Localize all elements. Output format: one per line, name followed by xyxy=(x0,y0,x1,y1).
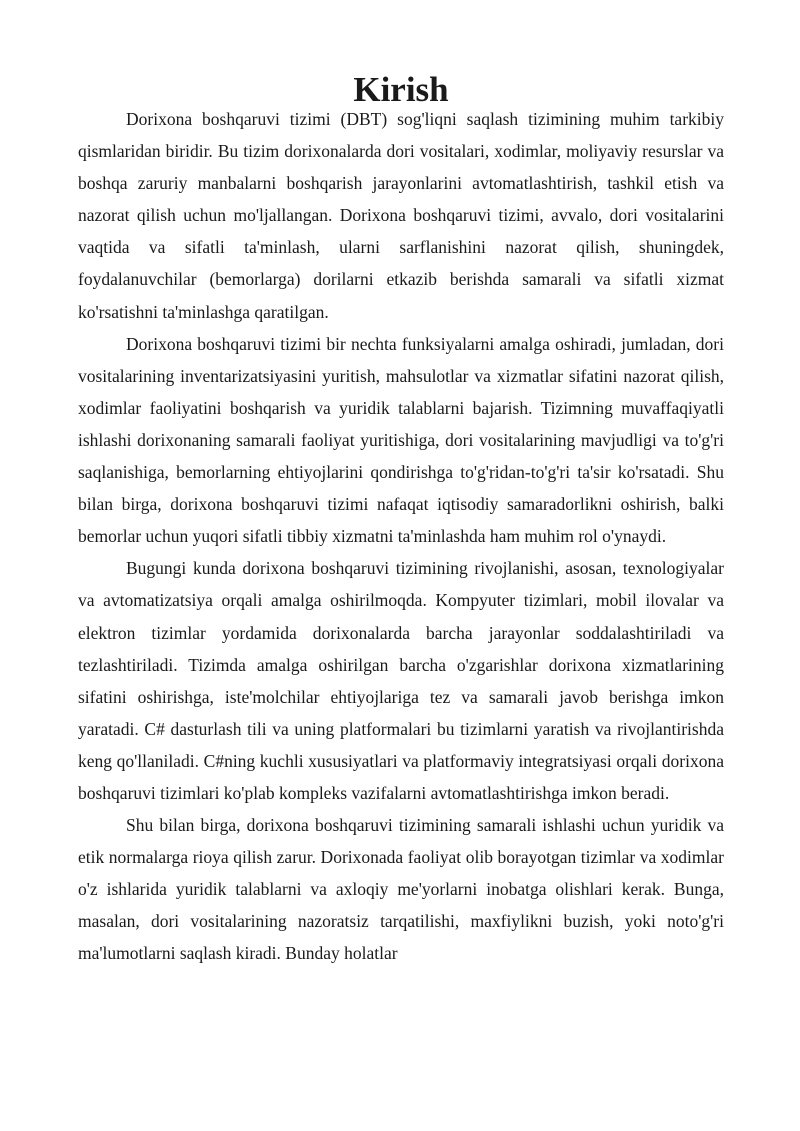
paragraph-1: Dorixona boshqaruvi tizimi (DBT) sog'liqni saqlash tizimining muhim tarkibiy qismlaridan biridir. Bu tizim dorixonalarda dori vositalari, xodimlar, moliyaviy resurslar va boshqa zaruriy manbalarni boshqarish jarayonlarini avtomatlashtirish, tashkil etish va nazorat qilish uchun mo'ljallangan. Dorixona boshqaruvi tizimi, avvalo, dori vositalarini vaqtida va sifatli ta'minlash, ularni sarflanishini nazorat qilish, shuningdek, foydalanuvchilar (bemorlarga) dorilarni etkazib berishda samarali va sifatli xizmat ko'rsatishni ta'minlashga qaratilgan. xyxy=(78,109,724,322)
paragraph-4: Shu bilan birga, dorixona boshqaruvi tizimining samarali ishlashi uchun yuridik va etik normalarga rioya qilish zarur. Dorixonada faoliyat olib borayotgan tizimlar va xodimlar o'z ishlarida yuridik talablarni va axloqiy me'yorlarni inobatga olishlari kerak. Bunga, masalan, dori vositalarining nazoratsiz tarqatilishi, maxfiylikni buzish, yoki noto'g'ri ma'lumotlarni saqlash kiradi. Bunday holatlar xyxy=(78,815,724,964)
section-title: Kirish xyxy=(353,70,449,109)
paragraph-2: Dorixona boshqaruvi tizimi bir nechta funksiyalarni amalga oshiradi, jumladan, dori vositalarining inventarizatsiyasini yuritish, mahsulotlar va xizmatlar sifatini nazorat qilish, xodimlar faoliyatini boshqarish va yuridik talablarni bajarish. Tizimning muvaffaqiyatli ishlashi dorixonaning samarali faoliyat yuritishiga, dori vositalarining mavjudligi va to'g'ri saqlanishiga, bemorlarning ehtiyojlarini qondirishga to'g'ridan-to'g'ri ta'sir ko'rsatadi. Shu bilan birga, dorixona boshqaruvi tizimi nafaqat iqtisodiy samaradorlikni oshirish, balki bemorlar uchun yuqori sifatli tibbiy xizmatni ta'minlashda ham muhim rol o'ynaydi. xyxy=(78,333,724,547)
document-page xyxy=(78,70,724,970)
paragraph-3: Bugungi kunda dorixona boshqaruvi tizimining rivojlanishi, asosan, texnologiyalar va avtomatizatsiya orqali amalga oshirilmoqda. Kompyuter tizimlari, mobil ilovalar va elektron tizimlar yordamida dorixonalarda barcha jarayonlar soddalashtiriladi va tezlashtiriladi. Tizimda amalga oshirilgan barcha o'zgarishlar dorixona xizmatlarining sifatini oshirishga, iste'molchilar ehtiyojlariga tez va samarali javob berishga imkon yaratadi. C# dasturlash tili va uning platformalari bu tizimlarni yaratish va rivojlantirishda keng qo'llaniladi. C#ning kuchli xususiyatlari va platformaviy integratsiyasi orqali dorixona boshqaruvi tizimlari ko'plab kompleks vazifalarni avtomatlashtirishga imkon beradi. xyxy=(78,558,724,803)
